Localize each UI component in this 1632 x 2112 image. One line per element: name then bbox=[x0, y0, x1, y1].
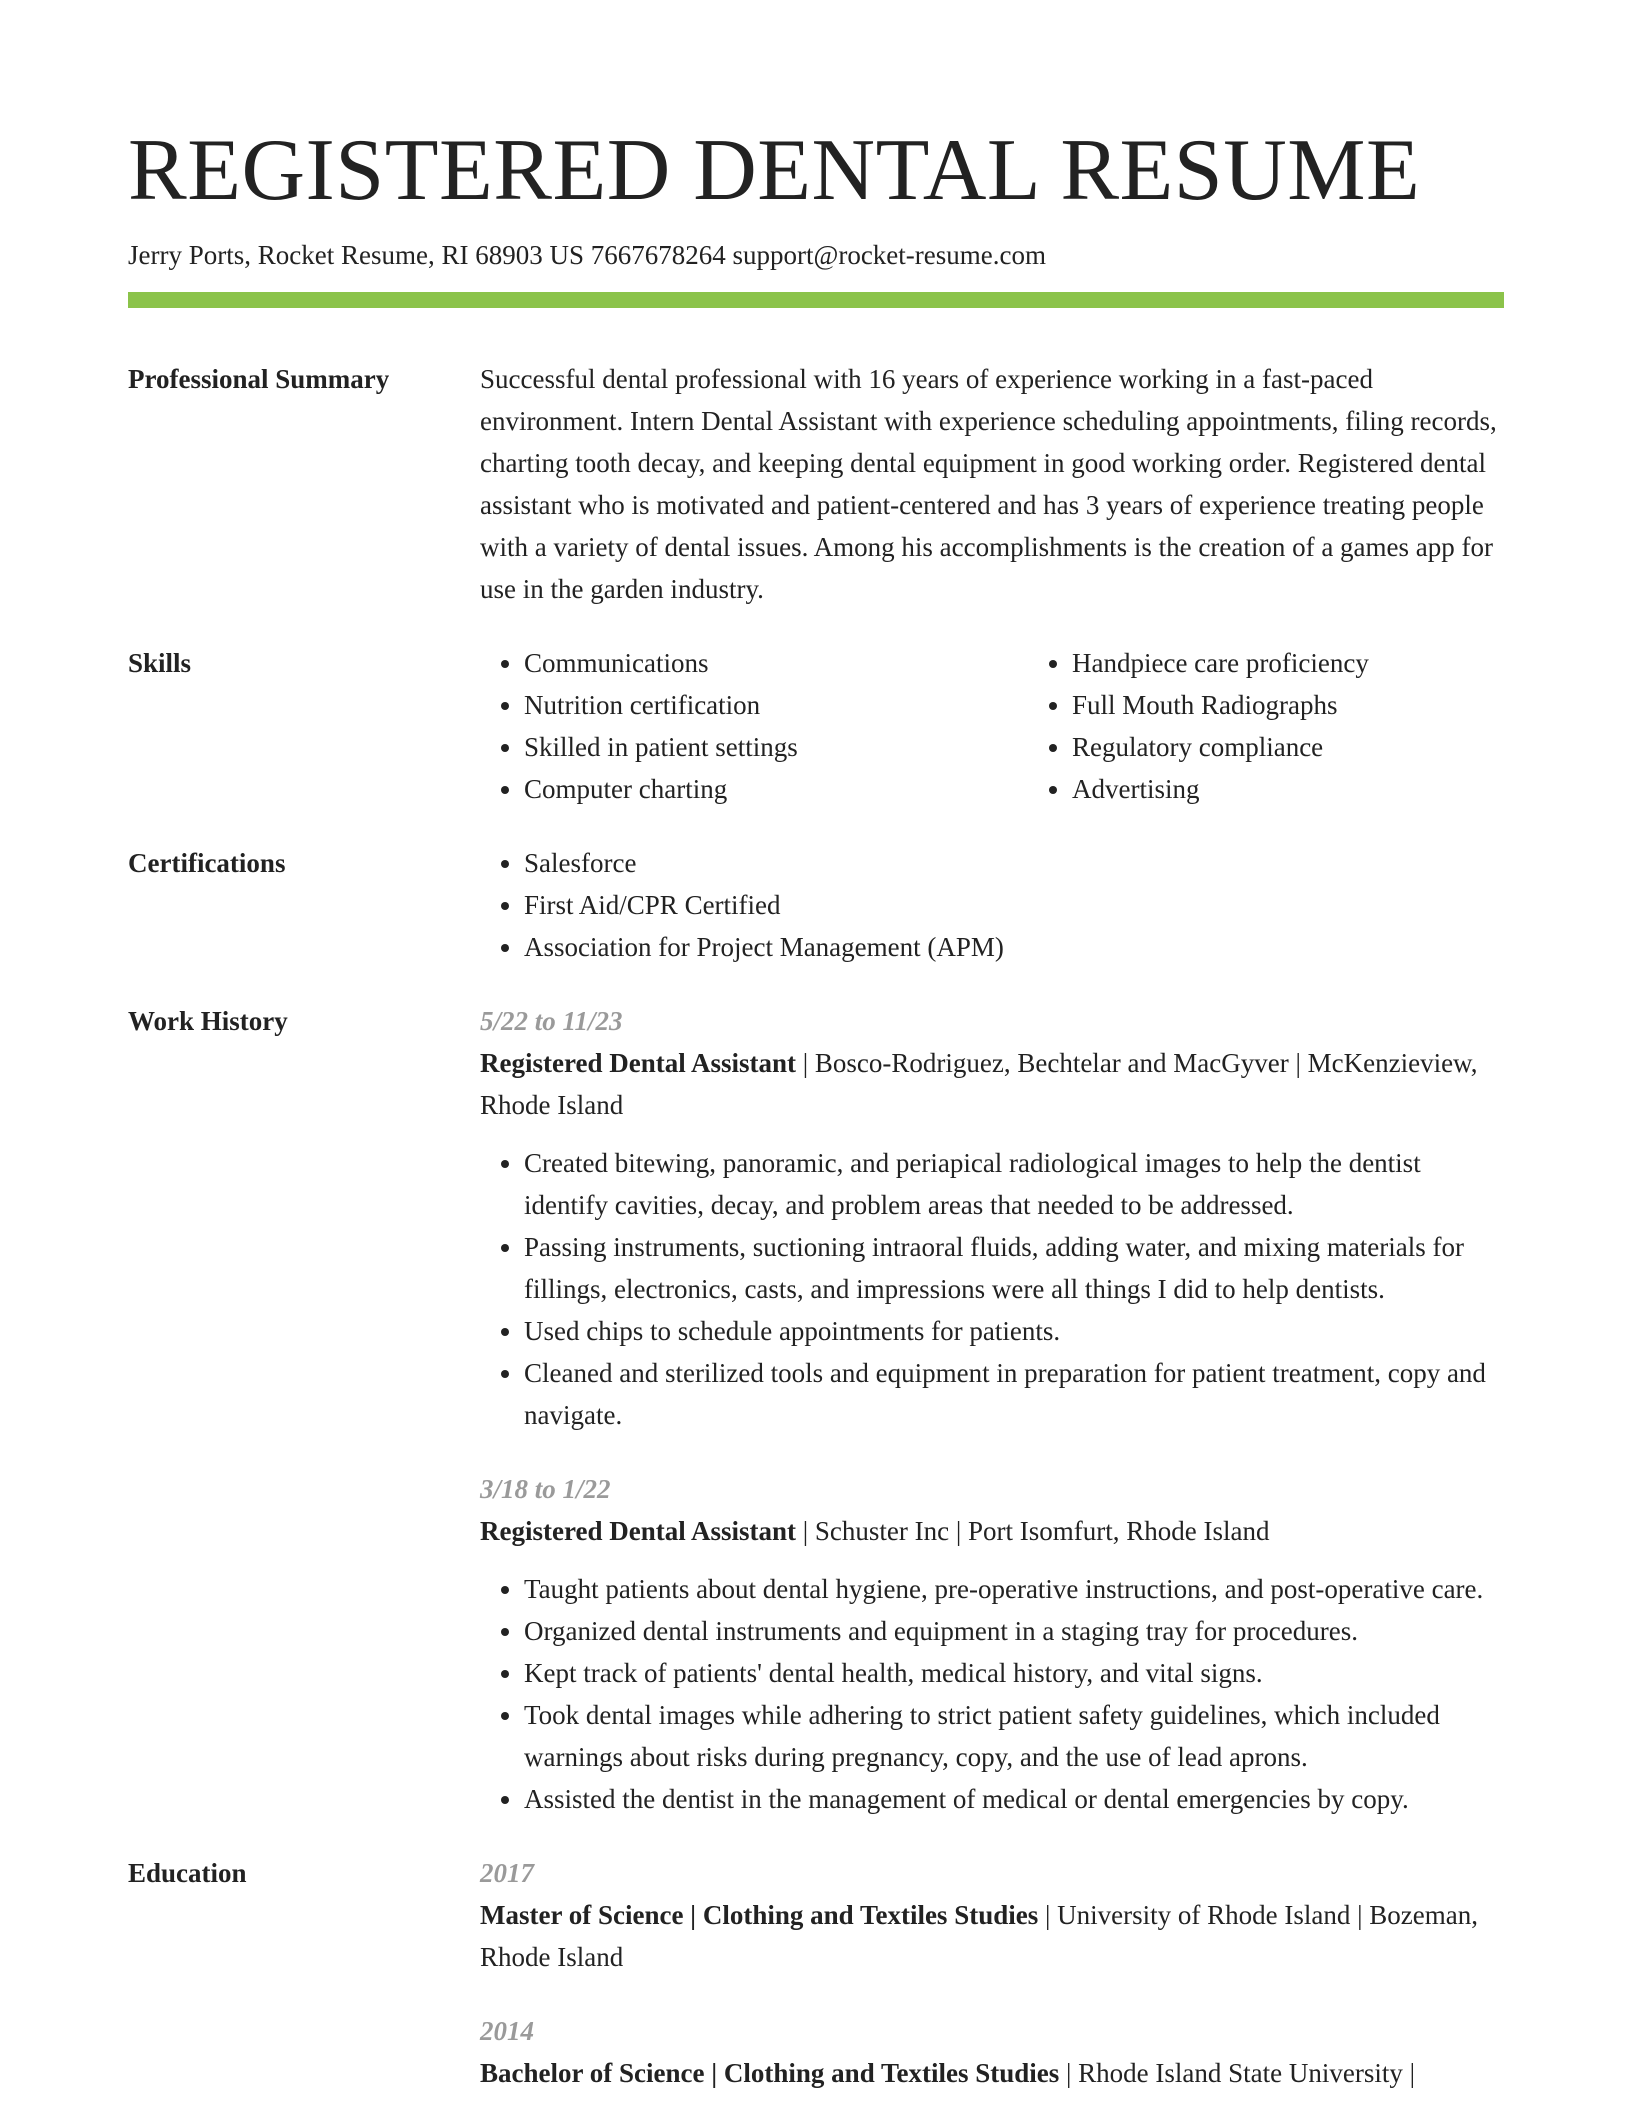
skills-section bbox=[128, 642, 1504, 810]
job-bullet: • Created bitewing, panoramic, and periapical radiological images to help the dentist identify cavities, decay, and problem areas that needed to be addressed. bbox=[524, 1142, 1504, 1226]
skill-item: • Computer charting bbox=[524, 768, 1028, 810]
certification-item: • Salesforce bbox=[524, 842, 1504, 884]
summary-label: Professional Summary bbox=[128, 364, 390, 394]
skills-column-2 bbox=[1028, 642, 1504, 810]
education-label: Education bbox=[128, 1858, 247, 1888]
job-bullets bbox=[480, 1568, 1504, 1820]
job-bullet: • Assisted the dentist in the management of medical or dental emergencies by copy. bbox=[524, 1778, 1504, 1820]
skill-item: • Handpiece care proficiency bbox=[1072, 642, 1504, 684]
education-details: | University of Rhode Island | Bozeman, Rhode Island bbox=[480, 1900, 1478, 1972]
education-date: 2014 bbox=[480, 2016, 534, 2046]
job-bullet: • Passing instruments, suctioning intraoral fluids, adding water, and mixing materials for fillings, electronics, casts, and impressions were all things I did to help dentists. bbox=[524, 1226, 1504, 1310]
job-details: | Schuster Inc | Port Isomfurt, Rhode Island bbox=[795, 1516, 1270, 1546]
job-bullet: • Cleaned and sterilized tools and equipment in preparation for patient treatment, copy and navigate. bbox=[524, 1352, 1504, 1436]
skill-item: • Skilled in patient settings bbox=[524, 726, 1028, 768]
skill-item: • Nutrition certification bbox=[524, 684, 1028, 726]
job-entry bbox=[480, 1468, 1504, 1820]
certification-item: • Association for Project Management (APM) bbox=[524, 926, 1504, 968]
job-date: 3/18 to 1/22 bbox=[480, 1474, 611, 1504]
job-bullet: • Kept track of patients' dental health, medical history, and vital signs. bbox=[524, 1652, 1504, 1694]
education-heading bbox=[480, 1894, 1504, 1978]
certifications-body bbox=[480, 842, 1504, 968]
work-history-section bbox=[128, 1000, 1504, 1820]
skills-label: Skills bbox=[128, 648, 192, 678]
education-details: | Rhode Island State University | bbox=[1059, 2058, 1416, 2088]
certifications-section bbox=[128, 842, 1504, 968]
job-bullet: • Used chips to schedule appointments for patients. bbox=[524, 1310, 1504, 1352]
education-entry bbox=[480, 2010, 1504, 2094]
resume-title: REGISTERED DENTAL RESUME bbox=[128, 122, 1421, 219]
job-date: 5/22 to 11/23 bbox=[480, 1006, 623, 1036]
education-date: 2017 bbox=[480, 1858, 534, 1888]
certifications-list bbox=[480, 842, 1504, 968]
education-spacer bbox=[480, 1978, 1504, 2010]
resume-page bbox=[128, 0, 1504, 2094]
job-entry bbox=[480, 1000, 1504, 1436]
education-section bbox=[128, 1852, 1504, 2094]
job-spacer bbox=[480, 1436, 1504, 1468]
certification-item: • First Aid/CPR Certified bbox=[524, 884, 1504, 926]
job-title: Registered Dental Assistant bbox=[480, 1516, 796, 1546]
skills-column-1 bbox=[480, 642, 1028, 810]
job-bullet: • Taught patients about dental hygiene, pre-operative instructions, and post-operative care. bbox=[524, 1568, 1504, 1610]
skill-item: • Full Mouth Radiographs bbox=[1072, 684, 1504, 726]
accent-divider bbox=[128, 292, 1504, 308]
job-heading bbox=[480, 1042, 1504, 1126]
job-title: Registered Dental Assistant bbox=[480, 1048, 796, 1078]
work-history-body bbox=[480, 1000, 1504, 1820]
skill-item: • Communications bbox=[524, 642, 1028, 684]
summary-section bbox=[128, 358, 1504, 610]
job-heading bbox=[480, 1510, 1504, 1552]
skill-item: • Advertising bbox=[1072, 768, 1504, 810]
skill-item: • Regulatory compliance bbox=[1072, 726, 1504, 768]
skills-grid bbox=[480, 642, 1504, 810]
summary-text: Successful dental professional with 16 years of experience working in a fast-paced environment. Intern Dental Assistant with experience scheduling appointments, filing records, charting tooth decay, and keeping dental equipment in good working order. Registered dental assistant who is motivated and patient-centered and has 3 years of experience treating people with a variety of dental issues. Among his accomplishments is the creation of a games app for use in the garden industry. bbox=[480, 364, 1497, 604]
certifications-label: Certifications bbox=[128, 848, 286, 878]
job-bullet: • Organized dental instruments and equipment in a staging tray for procedures. bbox=[524, 1610, 1504, 1652]
education-body bbox=[480, 1852, 1504, 2094]
job-bullet: • Took dental images while adhering to strict patient safety guidelines, which included warnings about risks during pregnancy, copy, and the use of lead aprons. bbox=[524, 1694, 1504, 1778]
education-entry bbox=[480, 1852, 1504, 1978]
job-bullets bbox=[480, 1142, 1504, 1436]
contact-line: Jerry Ports, Rocket Resume, RI 68903 US 7667678264 support@rocket-resume.com bbox=[128, 240, 1046, 270]
education-heading bbox=[480, 2052, 1504, 2094]
job-details: | Bosco-Rodriguez, Bechtelar and MacGyver | McKenzieview, Rhode Island bbox=[480, 1048, 1478, 1120]
education-degree: Master of Science | Clothing and Textiles Studies bbox=[480, 1900, 1039, 1930]
work-history-label: Work History bbox=[128, 1006, 288, 1036]
education-degree: Bachelor of Science | Clothing and Textiles Studies bbox=[480, 2058, 1060, 2088]
